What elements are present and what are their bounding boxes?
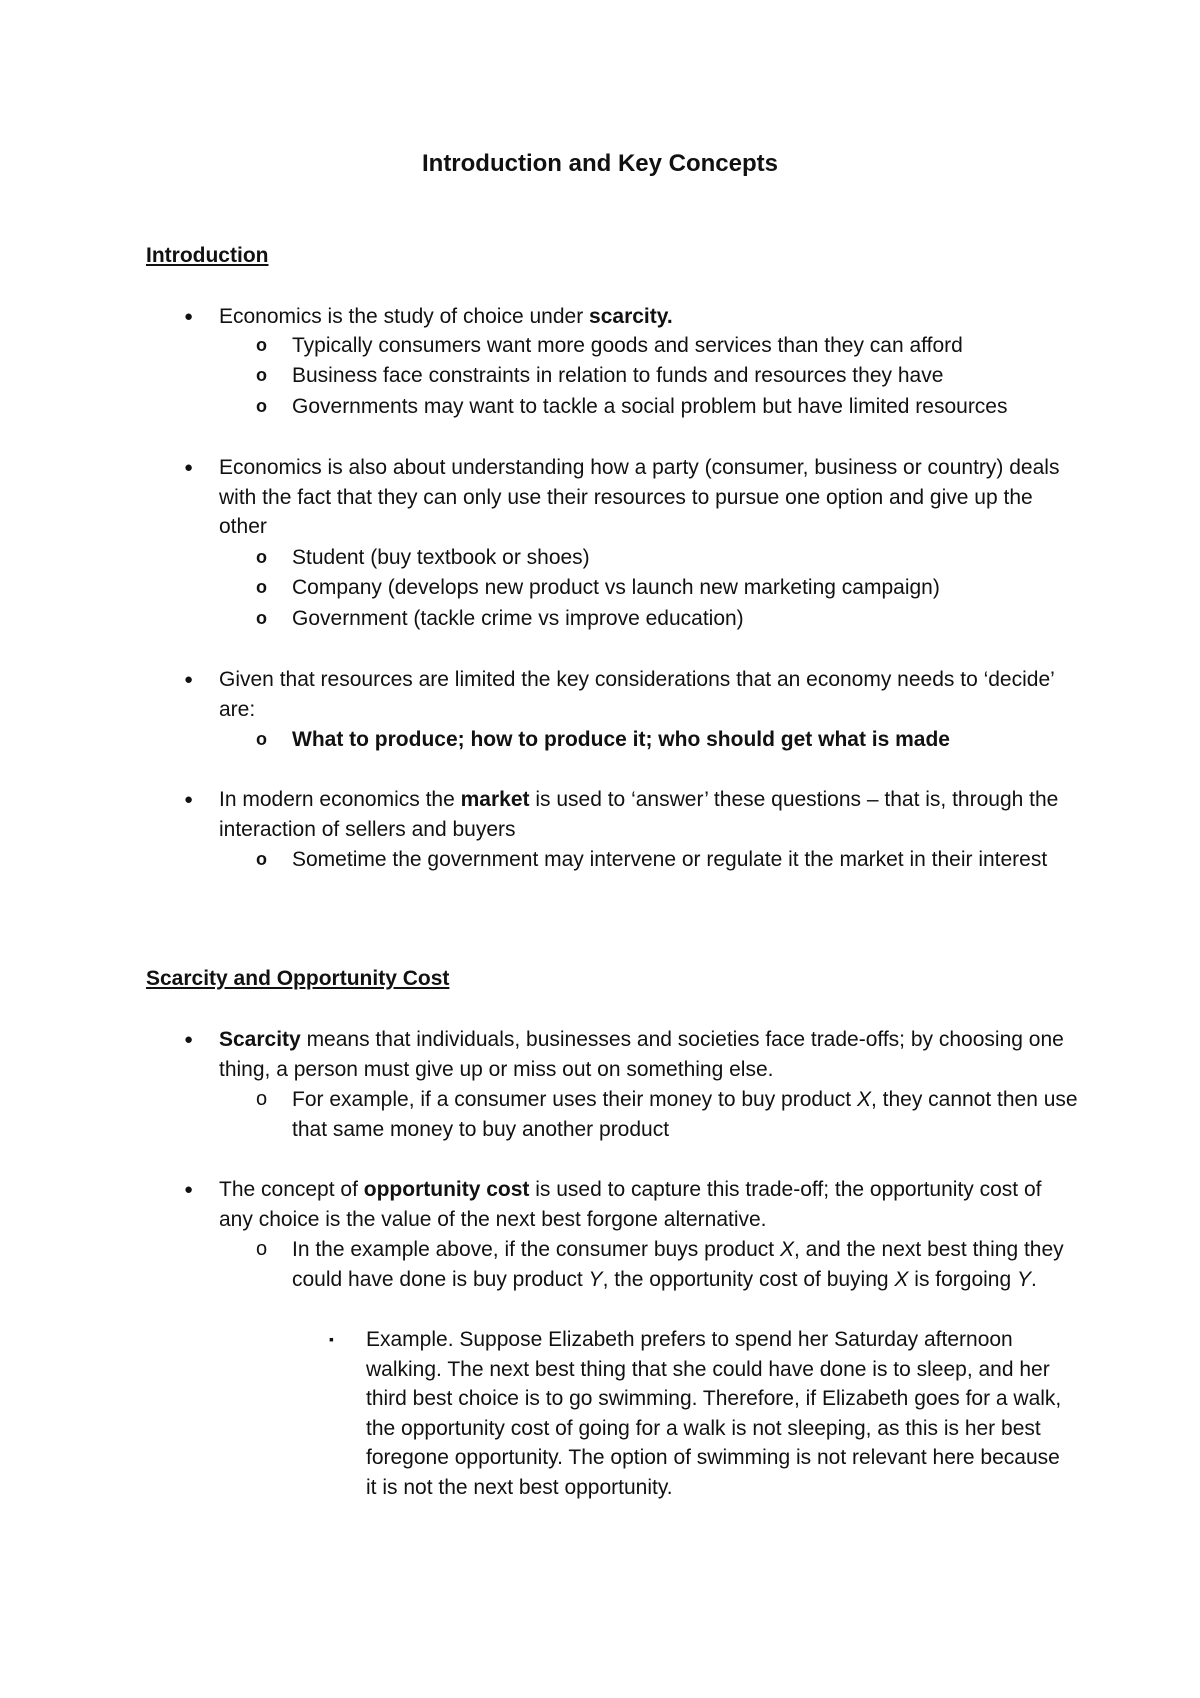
document-title: Introduction and Key Concepts (421, 150, 778, 177)
list-item: o Company (develops new product vs launch new marketing campaign) (292, 573, 1082, 603)
bullet-square-icon: ▪ (329, 1331, 334, 1347)
bullet-circle-icon: o (256, 396, 267, 416)
list-item: o Governments may want to tackle a social problem but have limited resources (292, 392, 1082, 422)
list-item: ● Economics is the study of choice under scarcity. (219, 302, 1079, 332)
bullet-circle-icon: o (256, 1238, 268, 1260)
bullet-circle-icon: o (256, 1088, 268, 1110)
list-item: o For example, if a consumer uses their money to buy product X, they cannot then use that same money to buy another product (292, 1085, 1082, 1144)
list-item: o Student (buy textbook or shoes) (292, 543, 1082, 573)
list-item: o What to produce; how to produce it; who should get what is made (292, 725, 1082, 755)
list-item: o Government (tackle crime vs improve education) (292, 604, 1082, 634)
bullet-disc-icon: ● (184, 671, 194, 688)
list-item: o Business face constraints in relation to funds and resources they have (292, 361, 1082, 391)
bullet-circle-icon: o (256, 365, 267, 385)
bullet-circle-icon: o (256, 849, 267, 869)
list-item: ● Scarcity means that individuals, businesses and societies face trade-offs; by choosing one thing, a person must give up or miss out on something else. (219, 1025, 1079, 1084)
bullet-circle-icon: o (256, 729, 267, 749)
bullet-disc-icon: ● (184, 459, 194, 476)
bullet-circle-icon: o (256, 608, 267, 628)
section-heading-scarcity: Scarcity and Opportunity Cost (146, 967, 450, 990)
list-item: o In the example above, if the consumer buys product X, and the next best thing they could have done is buy product Y, the opportunity cost of buying X is forgoing Y. (292, 1235, 1082, 1294)
bullet-circle-icon: o (256, 547, 267, 567)
list-item: ▪ Example. Suppose Elizabeth prefers to spend her Saturday afternoon walking. The next best thing that she could have done is to sleep, and her third best choice is to go swimming. Therefore, if Elizabeth goes for a walk, the opportunity cost of going for a walk is not sleeping, as this is her best foregone opportunity. The option of swimming is not relevant here because it is not the next best opportunity. (366, 1325, 1076, 1502)
section-heading-introduction: Introduction (146, 244, 269, 267)
list-item: ● Economics is also about understanding how a party (consumer, business or country) deals with the fact that they can only use their resources to pursue one option and give up the other (219, 453, 1079, 542)
list-item: o Sometime the government may intervene or regulate it the market in their interest (292, 845, 1082, 875)
list-item: ● In modern economics the market is used to ‘answer’ these questions – that is, through the interaction of sellers and buyers (219, 785, 1079, 844)
list-item: ● The concept of opportunity cost is used to capture this trade-off; the opportunity cost of any choice is the value of the next best forgone alternative. (219, 1175, 1079, 1234)
bullet-disc-icon: ● (184, 308, 194, 325)
bullet-disc-icon: ● (184, 791, 194, 808)
bullet-disc-icon: ● (184, 1031, 194, 1048)
bullet-disc-icon: ● (184, 1181, 194, 1198)
bullet-circle-icon: o (256, 335, 267, 355)
bullet-circle-icon: o (256, 577, 267, 597)
list-item: ● Given that resources are limited the key considerations that an economy needs to ‘decide’ are: (219, 665, 1079, 724)
list-item: o Typically consumers want more goods and services than they can afford (292, 331, 1082, 361)
